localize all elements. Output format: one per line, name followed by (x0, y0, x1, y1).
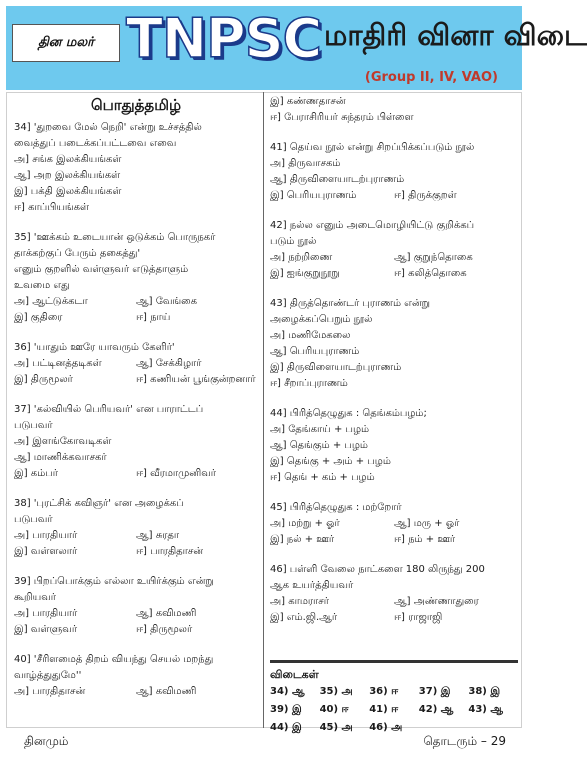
option: ஆ] சுரதா (136, 530, 180, 541)
option: ஈ] நம் + ஊர் (394, 534, 456, 545)
group-label: (Group II, IV, VAO) (364, 70, 498, 85)
question-text: ஆக உயர்த்தியவர் (270, 580, 354, 591)
option: அ] சங்க இலக்கியங்கள் (14, 154, 122, 165)
option: ஆ] திருவிளையாடற்புராணம் (270, 174, 405, 185)
option: அ] மற்று + ஓர் (270, 518, 340, 529)
question-39 (14, 574, 258, 638)
dinamalar-logo (12, 24, 120, 62)
question-text: எனும் குறளில் வள்ளுவர் எடுத்தாளும் (14, 264, 189, 275)
option: இ] வள்ளுவர் (14, 624, 78, 635)
question-text: தாக்கற்குப் பேரும் தகைத்து' (14, 248, 141, 259)
option: ஈ] ராஜாஜி (394, 612, 443, 623)
option: அ] பட்டினத்தடிகள் (14, 358, 102, 369)
option: ஆ] கவிமணி (136, 608, 197, 619)
option: இ] திருவிளையாடற்புராணம் (270, 362, 402, 373)
option: அ] பாரதியார் (14, 608, 78, 619)
question-text: 38] 'புரட்சிக் கவிஞர்' என அழைக்கப் (14, 498, 184, 509)
question-text: 41] தெய்வ நூல் என்று சிறப்பிக்கப்படும் நூல் (270, 142, 475, 153)
answer-item: 34) ஆ (270, 686, 305, 697)
question-text: 40] 'சீரிளமைத் திறம் வியந்து செயல் மறந்து (14, 654, 214, 665)
option: அ] நற்றிணை (270, 252, 333, 263)
option: இ] கண்ணதாசன் (270, 96, 346, 107)
option: ஈ] பாரதிதாசன் (136, 546, 204, 557)
answer-item: 43) ஆ (468, 704, 504, 715)
header-title: TNPSC (126, 7, 322, 70)
option: ஆ] தெங்கும் + பழம் (270, 440, 368, 451)
question-text: உவமை எது (14, 280, 70, 291)
option: இ] பக்தி இலக்கியங்கள் (14, 186, 122, 197)
question-text: 34] 'துறவை மேல் நெறி' என்று உச்சத்தில் (14, 122, 202, 133)
option: இ] எம்.ஜி.ஆர் (270, 612, 338, 623)
question-35 (14, 230, 258, 326)
option: ஆ] பெரியபுராணம் (270, 346, 360, 357)
answer-item: 38) இ (468, 686, 501, 697)
question-text: படும் நூல் (270, 236, 317, 247)
answer-item: 39) இ (270, 704, 302, 715)
answer-item: 44) இ (270, 722, 302, 733)
question-45 (270, 500, 518, 548)
option: இ] நல் + ஊர் (270, 534, 335, 545)
answer-item: 40) ஈ (319, 704, 349, 715)
question-text: வாழ்த்துதுமே'' (14, 670, 82, 681)
question-36 (14, 340, 258, 388)
question-40-continued (270, 94, 518, 126)
answer-item: 37) இ (418, 686, 451, 697)
question-41 (270, 140, 518, 204)
option: ஆ] கவிமணி (136, 686, 197, 697)
page-footer (6, 732, 522, 752)
answers-section (270, 660, 518, 737)
option: இ] வள்ளலார் (14, 546, 78, 557)
footer-left: தினமும் (24, 734, 69, 748)
option: ஈ] தெங் + கம் + பழம் (270, 472, 375, 483)
option: அ] காமராசர் (270, 596, 330, 607)
footer-right: தொடரும் – 29 (423, 734, 506, 748)
question-text: 43] திருத்தொண்டர் புராணம் என்று (270, 298, 431, 309)
question-40 (14, 652, 258, 700)
option: ஆ] சேக்கிழார் (136, 358, 202, 369)
answer-item: 46) அ (369, 722, 403, 733)
option: அ] மணிமேகலை (270, 330, 351, 341)
column-divider (263, 92, 264, 728)
question-37 (14, 402, 258, 482)
question-text: 37] 'கல்வியில் பெரியவர்' என பாராட்டப் (14, 404, 204, 415)
answers-divider (270, 660, 518, 663)
question-46 (270, 562, 518, 626)
option: ஈ] திருக்குறள் (394, 190, 457, 201)
answers-grid (270, 683, 518, 737)
option: அ] ஆட்டுக்கடா (14, 296, 88, 307)
option: இ] கம்பர் (14, 468, 58, 479)
question-text: படுபவர் (14, 514, 53, 525)
option: இ] பெரியபுராணம் (270, 190, 357, 201)
option: அ] பாரதிதாசன் (14, 686, 86, 697)
option: ஆ] மாணிக்கவாசகர் (14, 452, 107, 463)
answer-item: 42) ஆ (418, 704, 454, 715)
question-34 (14, 120, 258, 216)
option: ஈ] திருமூலர் (136, 624, 193, 635)
option: இ] திருமூலர் (14, 374, 73, 385)
answer-item: 35) அ (319, 686, 353, 697)
option: அ] தேங்காய் + பழம் (270, 424, 370, 435)
option: இ] தெங்கு + அம் + பழம் (270, 456, 391, 467)
question-38 (14, 496, 258, 560)
right-column (270, 94, 518, 640)
question-44 (270, 406, 518, 486)
option: இ] குதிரை (14, 312, 63, 323)
question-text: 36] 'யாதும் ஊரே யாவரும் கேளிர்' (14, 342, 175, 353)
answers-title: விடைகள் (270, 668, 319, 681)
answer-item: 41) ஈ (369, 704, 399, 715)
header-banner (6, 6, 587, 90)
option: ஆ] வேங்கை (136, 296, 198, 307)
option: ஈ] வீரமாமுனிவர் (136, 468, 216, 479)
question-text: 42] நல்ல எனும் அடைமொழியிட்டு குறிக்கப் (270, 220, 475, 231)
option: ஈ] நாய் (136, 312, 171, 323)
option: அ] பாரதியார் (14, 530, 78, 541)
header-subtitle: மாதிரி வினா விடை (324, 18, 587, 52)
answer-item: 36) ஈ (369, 686, 399, 697)
option: அ] இளங்கோவடிகள் (14, 436, 112, 447)
question-42 (270, 218, 518, 282)
question-text: கூறியவர் (14, 592, 57, 603)
option: ஈ] கணியன் பூங்குன்றனார் (136, 374, 256, 385)
option: ஆ] அண்ணாதுரை (394, 596, 479, 607)
option: அ] திருவாசகம் (270, 158, 341, 169)
answer-item: 45) அ (319, 722, 353, 733)
left-column (14, 94, 258, 714)
question-text: 44] பிரித்தெழுதுக : தெங்கம்பழம்; (270, 408, 427, 419)
question-text: 45] பிரித்தெழுதுக : மற்றோர் (270, 502, 402, 513)
question-text: 39] பிறப்பொக்கும் எல்லா உயிர்க்கும் என்று (14, 576, 214, 587)
question-text: வைத்துப் படைக்கப்பட்டவை எவை (14, 138, 177, 149)
option: ஈ] சீறாப்புராணம் (270, 378, 348, 389)
question-text: படுபவர் (14, 420, 53, 431)
question-text: 46] பள்ளி வேலை நாட்களை 180 லிருந்து 200 (270, 564, 485, 575)
option: ஆ] குறுந்தொகை (394, 252, 473, 263)
option: ஆ] அற இலக்கியங்கள் (14, 170, 121, 181)
question-43 (270, 296, 518, 392)
option: இ] ஐங்குறுநூறு (270, 268, 340, 279)
question-text: 35] 'ஊக்கம் உடையான் ஒடுக்கம் பொருநகர் (14, 232, 216, 243)
option: ஈ] காப்பியங்கள் (14, 202, 90, 213)
topic-heading: பொதுத்தமிழ் (90, 96, 182, 114)
question-text: அழைக்கப்பெறும் நூல் (270, 314, 373, 325)
option: ஆ] மரு + ஓர் (394, 518, 460, 529)
option: ஈ] கலித்தொகை (394, 268, 467, 279)
logo-text: தின மலர் (38, 35, 94, 50)
option: ஈ] பேராசிரியர் சுந்தரம் பிள்ளை (270, 112, 414, 123)
